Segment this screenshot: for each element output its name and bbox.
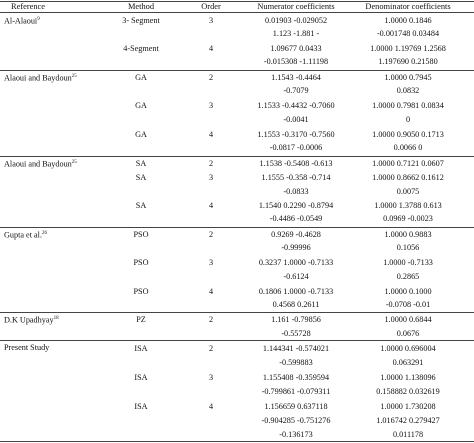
group-rule (0, 340, 474, 341)
reference-cell (4, 229, 47, 240)
numerator-line: 0.01903 -0.029052 (264, 16, 328, 25)
denominator-line: 1.0000 0.1000 (384, 287, 432, 296)
reference-citation: 26 (41, 231, 47, 236)
numerator-line: 1.1555 -0.358 -0.714 (261, 173, 331, 182)
method-cell: 4-Segment (123, 44, 159, 53)
denominator-line: 0.158882 0.032619 (376, 387, 440, 396)
order-cell: 3 (208, 373, 214, 382)
reference-cell (4, 314, 59, 325)
method-cell: PSO (133, 258, 149, 267)
numerator-line: -0.0817 -0.0006 (269, 143, 323, 152)
order-cell: 3 (208, 173, 214, 182)
group-rule (0, 156, 474, 157)
numerator-line: -0.136173 (279, 430, 313, 439)
numerator-line: -0.0833 (283, 187, 309, 196)
denominator-line: 0 (405, 115, 411, 124)
numerator-line: -0.6124 (283, 272, 309, 281)
denominator-line: 1.0000 0.7945 (384, 73, 432, 82)
method-cell: SA (135, 201, 147, 210)
method-cell: GA (135, 101, 147, 110)
order-cell: 4 (208, 287, 214, 296)
denominator-line: 1.0000 0.1846 (384, 16, 432, 25)
denominator-line: 1.0000 0.8662 0.1612 (372, 173, 444, 182)
reference-cell (4, 158, 77, 169)
numerator-line: 1.1543 -0.4464 (271, 73, 321, 82)
order-cell: 4 (208, 201, 214, 210)
order-cell: 3 (208, 16, 214, 25)
numerator-line: 0.9269 -0.4628 (271, 230, 321, 239)
denominator-line: 1.0000 1.730208 (380, 402, 436, 411)
numerator-line: -0.99996 (281, 243, 311, 252)
denominator-line: 1.0000 0.6844 (384, 315, 432, 324)
denominator-line: 0.0676 (396, 329, 420, 338)
denominator-line: 1.0000 1.138096 (380, 373, 436, 382)
header-rule (0, 12, 474, 13)
denominator-line: 1.0000 0.7981 0.0834 (372, 101, 444, 110)
numerator-line: 0.3237 1.0000 -0.7133 (258, 258, 334, 267)
method-cell: ISA (134, 373, 148, 382)
reference-cell (4, 72, 77, 83)
reference-citation: 25 (71, 74, 77, 79)
numerator-line: -0.0041 (283, 115, 309, 124)
header-denominator: Denominator coefficients (365, 2, 451, 11)
numerator-line: 1.1553 -0.3170 -0.7560 (257, 130, 335, 139)
numerator-line: 1.155408 -0.359594 (262, 373, 330, 382)
order-cell: 2 (208, 344, 214, 353)
method-cell: GA (135, 73, 147, 82)
denominator-line: 0.0832 (396, 86, 420, 95)
method-cell: ISA (134, 344, 148, 353)
order-cell: 4 (208, 130, 214, 139)
order-cell: 2 (208, 230, 214, 239)
numerator-line: 1.1533 -0.4432 -0.7060 (257, 101, 335, 110)
reference-citation: 18 (53, 316, 59, 321)
denominator-line: -0.001748 0.03484 (376, 29, 440, 38)
method-cell: PSO (133, 287, 149, 296)
method-cell: ISA (134, 402, 148, 411)
denominator-line: 0.0969 -0.0023 (383, 214, 433, 223)
reference-citation: 9 (37, 17, 40, 22)
denominator-line: 1.0000 1.3788 0.613 (374, 201, 442, 210)
numerator-line: 0.4568 0.2611 (272, 300, 320, 309)
denominator-line: 0.2865 (396, 272, 420, 281)
numerator-line: -0.799861 -0.079311 (261, 387, 331, 396)
numerator-line: 1.1540 0.2290 -0.8794 (258, 201, 334, 210)
table-bottom-rule (0, 441, 474, 442)
method-cell: PSO (133, 230, 149, 239)
numerator-line: -0.7079 (283, 86, 309, 95)
method-cell: PZ (136, 315, 146, 324)
method-cell: SA (135, 159, 147, 168)
numerator-line: 1.161 -0.79856 (271, 315, 321, 324)
denominator-line: 1.0000 1.19769 1.2568 (370, 44, 446, 53)
reference-cell (4, 15, 40, 26)
reference-name: Present Study (4, 343, 50, 352)
order-cell: 4 (208, 44, 214, 53)
reference-cell (4, 343, 49, 352)
reference-citation: 25 (71, 160, 77, 165)
numerator-line: -0.599883 (279, 358, 313, 367)
reference-name: Gupta et al. (4, 230, 42, 240)
reference-name: D.K Upadhyay (4, 315, 54, 325)
reference-name: Alaoui and Baydoun (4, 73, 72, 83)
header-numerator: Numerator coefficients (257, 2, 335, 11)
numerator-line: -0.4486 -0.0549 (269, 214, 323, 223)
denominator-line: 1.0000 -0.7133 (383, 258, 433, 267)
method-cell: SA (135, 173, 147, 182)
method-cell: GA (135, 130, 147, 139)
order-cell: 2 (208, 159, 214, 168)
group-rule (0, 70, 474, 71)
denominator-line: 1.0000 0.9050 0.1713 (372, 130, 444, 139)
numerator-line: 1.156659 0.637118 (264, 402, 328, 411)
header-method: Method (127, 2, 155, 11)
numerator-line: -0.904285 -0.751276 (261, 416, 331, 425)
denominator-line: 0.063291 (392, 358, 424, 367)
numerator-line: 0.1806 1.0000 -0.7133 (258, 287, 334, 296)
reference-name: Al-Alaoui (4, 16, 38, 26)
numerator-line: 1.123 -1.881 - (272, 29, 320, 38)
denominator-line: 0.0075 (396, 187, 420, 196)
order-cell: 3 (208, 258, 214, 267)
numerator-line: -0.55728 (281, 329, 311, 338)
denominator-line: 0.1056 (396, 243, 420, 252)
numerator-line: -0.015308 -1.11198 (263, 57, 329, 66)
reference-name: Alaoui and Baydoun (4, 159, 72, 169)
order-cell: 3 (208, 101, 214, 110)
denominator-line: 1.016742 0.279427 (376, 416, 440, 425)
denominator-line: 1.0000 0.9883 (384, 230, 432, 239)
denominator-line: 0.0066 0 (393, 143, 423, 152)
group-rule (0, 312, 474, 313)
denominator-line: 1.197690 0.21580 (378, 57, 438, 66)
method-cell: 3- Segment (122, 16, 160, 25)
denominator-line: 1.0000 0.7121 0.0607 (372, 159, 444, 168)
header-order: Order (201, 2, 221, 11)
order-cell: 2 (208, 315, 214, 324)
denominator-line: -0.0708 -0.01 (385, 300, 431, 309)
order-cell: 4 (208, 402, 214, 411)
group-rule (0, 227, 474, 228)
numerator-line: 1.144341 -0.574021 (262, 344, 330, 353)
header-reference: Reference (11, 2, 45, 11)
numerator-line: 1.1538 -0.5408 -0.613 (259, 159, 333, 168)
numerator-line: 1.09677 0.0433 (270, 44, 322, 53)
denominator-line: 1.0000 0.696004 (380, 344, 436, 353)
denominator-line: 0.011178 (392, 430, 424, 439)
order-cell: 2 (208, 73, 214, 82)
